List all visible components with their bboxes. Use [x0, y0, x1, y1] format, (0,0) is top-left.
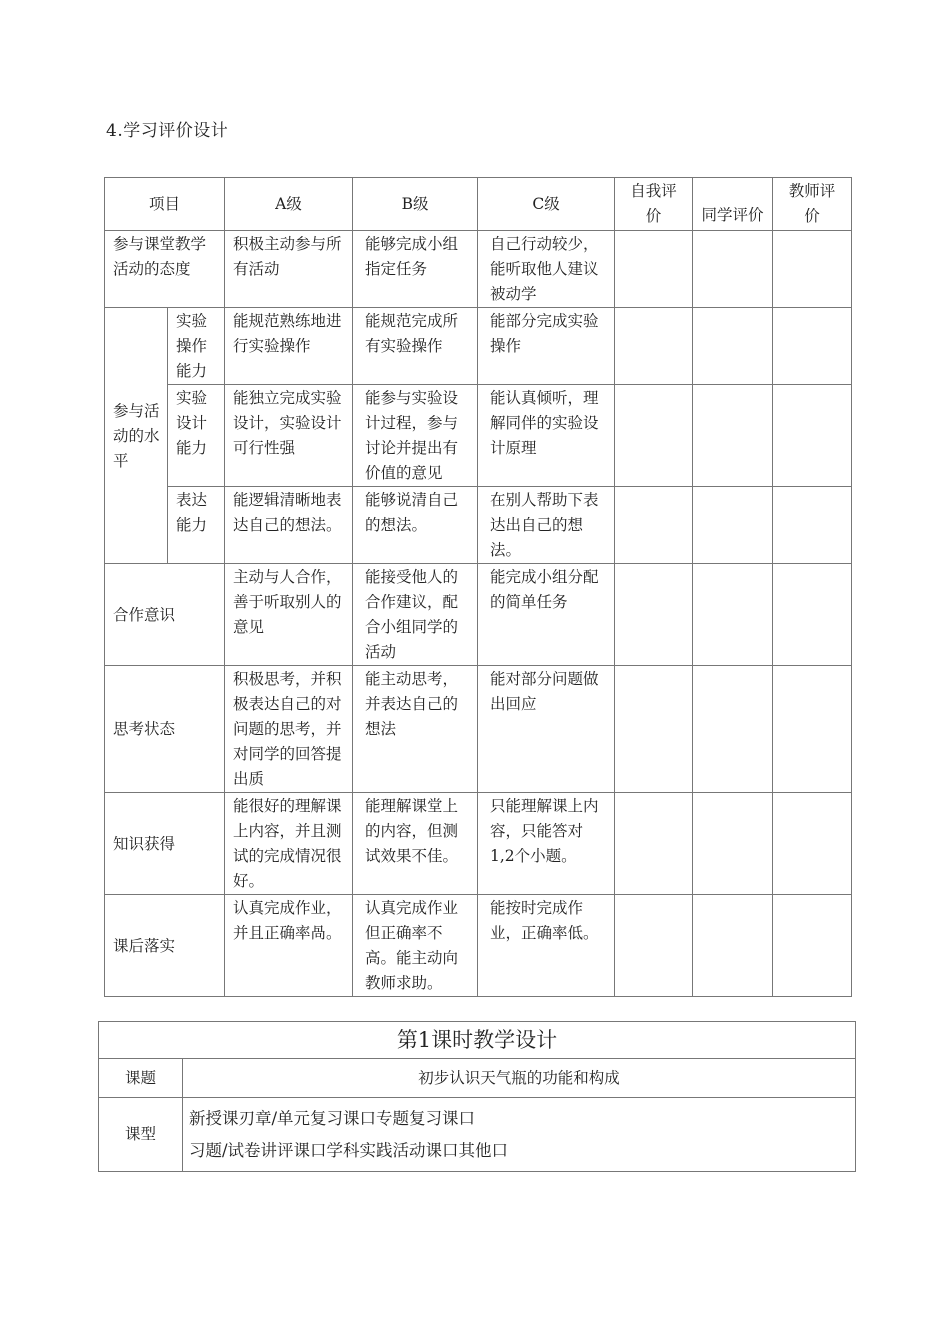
cell-c-text: 只能理解课上内容，只能答对 [490, 797, 599, 840]
topic-label: 课题 [99, 1059, 183, 1098]
row-item: 思考状态 [105, 666, 225, 793]
cell-self [615, 231, 693, 308]
cell-teacher [773, 231, 852, 308]
cell-peer [693, 308, 773, 385]
cell-b: 能够完成小组指定任务 [353, 231, 478, 308]
type-options-line1: 新授课刃章/单元复习课口专题复习课口 [189, 1108, 476, 1128]
table-row [105, 487, 852, 564]
header-project: 项目 [105, 178, 225, 231]
cell-c: 能认真倾听，理解同伴的实验设计原理 [478, 385, 615, 487]
lesson-title: 第1课时教学设计 [99, 1022, 856, 1059]
header-self-line2: 价 [645, 207, 662, 225]
cell-peer [693, 564, 773, 666]
row-item: 合作意识 [105, 564, 225, 666]
row-item: 参与课堂教学活动的态度 [105, 231, 225, 308]
cell-b: 能主动思考，并表达自己的想法 [353, 666, 478, 793]
cell-c: 能按时完成作业，正确率低。 [478, 895, 615, 997]
table-row [105, 895, 852, 997]
row-sub: 表达能力 [168, 487, 225, 564]
header-teacher-line1: 教师评 [788, 182, 836, 200]
cell-a: 主动与人合作，善于听取别人的意见 [225, 564, 353, 666]
cell-self [615, 564, 693, 666]
cell-a: 积极思考，并积极表达自己的对问题的思考，并对同学的回答提出质 [225, 666, 353, 793]
cell-b: 能够说清自己的想法。 [353, 487, 478, 564]
header-c: C级 [478, 178, 615, 231]
cell-peer [693, 793, 773, 895]
type-row [99, 1098, 856, 1172]
cell-self [615, 895, 693, 997]
cell-a: 认真完成作业，并且正确率咼。 [225, 895, 353, 997]
cell-teacher [773, 793, 852, 895]
table-row [105, 793, 852, 895]
cell-peer [693, 231, 773, 308]
cell-b: 能理解课堂上的内容，但测试效果不佳。 [353, 793, 478, 895]
lesson-title-row [99, 1022, 856, 1059]
header-teacher [773, 178, 852, 231]
cell-teacher [773, 308, 852, 385]
topic-row [99, 1059, 856, 1098]
lesson-design-table [98, 1021, 856, 1172]
cell-a: 积极主动参与所有活动 [225, 231, 353, 308]
type-options-line2: 习题/试卷讲评课口学科实践活动课口其他口 [189, 1140, 509, 1160]
header-b: B级 [353, 178, 478, 231]
cell-peer [693, 666, 773, 793]
table-row [105, 385, 852, 487]
cell-self [615, 793, 693, 895]
cell-peer [693, 487, 773, 564]
cell-peer [693, 895, 773, 997]
table-row [105, 308, 852, 385]
cell-c: 自己行动较少，能听取他人建议被动学 [478, 231, 615, 308]
cell-c [478, 793, 615, 895]
header-teacher-line2: 价 [804, 207, 820, 225]
cell-self [615, 666, 693, 793]
cell-c: 能对部分问题做出回应 [478, 666, 615, 793]
cell-self [615, 385, 693, 487]
row-group: 参与活动的水平 [105, 308, 168, 564]
row-sub: 实验操作能力 [168, 308, 225, 385]
header-a: A级 [225, 178, 353, 231]
header-self-line1: 自我评 [630, 182, 677, 200]
cell-c: 能部分完成实验操作 [478, 308, 615, 385]
row-item: 课后落实 [105, 895, 225, 997]
header-row [105, 178, 852, 231]
cell-teacher [773, 666, 852, 793]
section-heading: 4.学习评价设计 [106, 121, 229, 141]
cell-a: 能很好的理解课上内容，并且测试的完成情况很好。 [225, 793, 353, 895]
table-row [105, 666, 852, 793]
cell-b: 认真完成作业但正确率不高。能主动向教师求助。 [353, 895, 478, 997]
cell-self [615, 308, 693, 385]
cell-teacher [773, 895, 852, 997]
topic-value: 初步认识天气瓶的功能和构成 [183, 1059, 856, 1098]
row-sub: 实验设计能力 [168, 385, 225, 487]
table-row [105, 564, 852, 666]
header-self [615, 178, 693, 231]
cell-a: 能规范熟练地进行实验操作 [225, 308, 353, 385]
evaluation-table [104, 177, 852, 997]
cell-b: 能接受他人的合作建议，配合小组同学的活动 [353, 564, 478, 666]
cell-b: 能规范完成所有实验操作 [353, 308, 478, 385]
row-item: 知识获得 [105, 793, 225, 895]
cell-c: 能完成小组分配的简单任务 [478, 564, 615, 666]
cell-teacher [773, 564, 852, 666]
table-row [105, 231, 852, 308]
cell-a: 能逻辑清晰地表达自己的想法。 [225, 487, 353, 564]
cell-b: 能参与实验设计过程，参与讨论并提出有价值的意见 [353, 385, 478, 487]
cell-c: 在别人帮助下表达出自己的想法。 [478, 487, 615, 564]
header-peer: 同学评价 [693, 178, 773, 231]
cell-peer [693, 385, 773, 487]
cell-a: 能独立完成实验设计，实验设计可行性强 [225, 385, 353, 487]
cell-teacher [773, 385, 852, 487]
type-options [183, 1098, 856, 1172]
cell-self [615, 487, 693, 564]
cell-c-text2: 1,2个小题。 [490, 847, 577, 865]
type-label: 课型 [99, 1098, 183, 1172]
cell-teacher [773, 487, 852, 564]
